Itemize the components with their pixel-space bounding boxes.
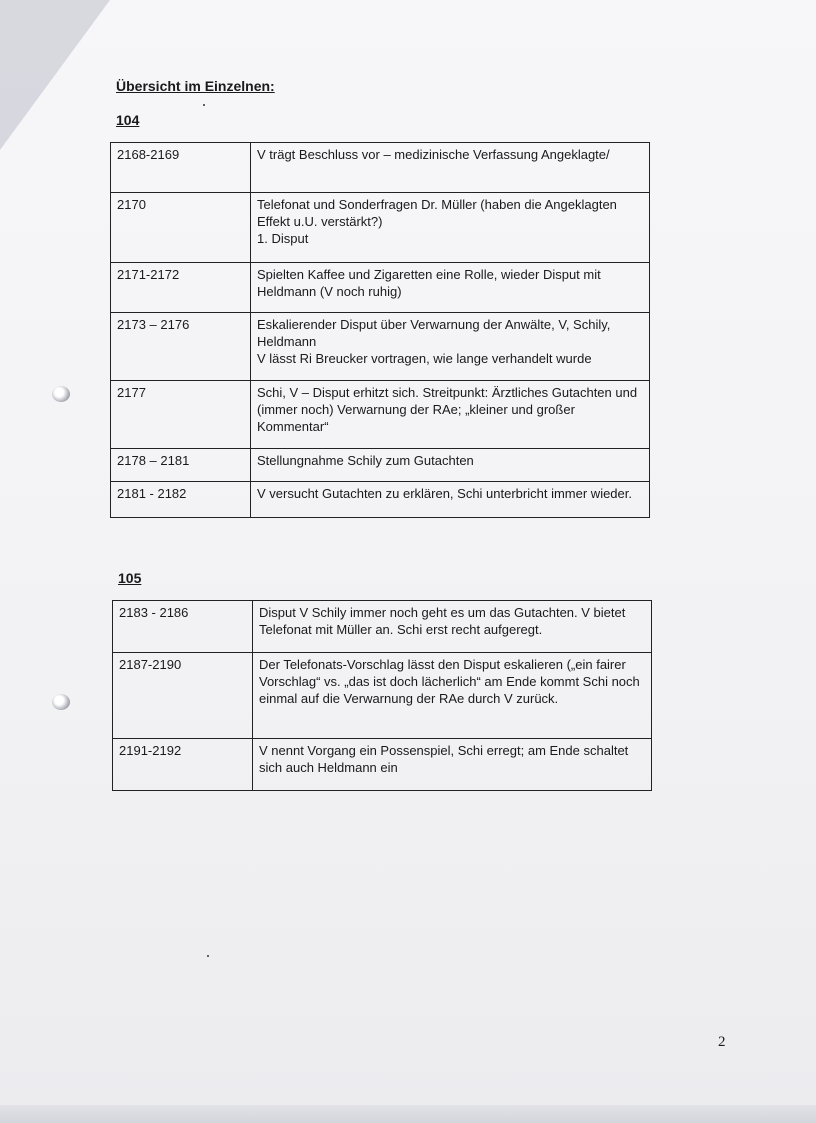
summary-cell: Schi, V – Disput erhitzt sich. Streitpunkt: Ärztliches Gutachten und (immer noch) Verwarnung der RAe; „kleiner und großer Kommentar“ [251, 381, 650, 449]
page-range-cell: 2171-2172 [111, 263, 251, 313]
page-range-cell: 2177 [111, 381, 251, 449]
summary-cell [251, 193, 650, 263]
scan-speck [203, 104, 205, 106]
page-range-cell: 2170 [111, 193, 251, 263]
page-range-cell: 2181 - 2182 [111, 482, 251, 518]
table-row [111, 449, 650, 482]
page-range-cell: 2178 – 2181 [111, 449, 251, 482]
summary-line: Eskalierender Disput über Verwarnung der Anwälte, V, Schily, Heldmann [257, 317, 611, 349]
page-range-cell: 2191-2192 [113, 739, 253, 791]
summary-cell: Spielten Kaffee und Zigaretten eine Rolle, wieder Disput mit Heldmann (V noch ruhig) [251, 263, 650, 313]
punch-hole-icon [52, 694, 70, 710]
page-range-cell: 2187-2190 [113, 653, 253, 739]
protocol-table-104 [110, 142, 650, 518]
summary-line: Telefonat und Sonderfragen Dr. Müller (haben die Angeklagten Effekt u.U. verstärkt?) [257, 197, 617, 229]
page-range-cell: 2168-2169 [111, 143, 251, 193]
summary-line: V lässt Ri Breucker vortragen, wie lange verhandelt wurde [257, 351, 592, 366]
table-row [111, 313, 650, 381]
summary-cell: Disput V Schily immer noch geht es um das Gutachten. V bietet Telefonat mit Müller an. Schi erst recht aufgeregt. [253, 601, 652, 653]
page-range-cell: 2173 – 2176 [111, 313, 251, 381]
page-range-cell: 2183 - 2186 [113, 601, 253, 653]
folded-corner [0, 0, 110, 150]
section-label-105: 105 [118, 570, 142, 586]
table-row [111, 193, 650, 263]
section-label-104: 104 [116, 112, 140, 128]
table-row [113, 739, 652, 791]
summary-line: 1. Disput [257, 231, 309, 246]
page-number: 2 [718, 1034, 726, 1050]
summary-cell: V nennt Vorgang ein Possenspiel, Schi erregt; am Ende schaltet sich auch Heldmann ein [253, 739, 652, 791]
table-row [111, 143, 650, 193]
summary-cell: Der Telefonats-Vorschlag lässt den Disput eskalieren („ein fairer Vorschlag“ vs. „das ist doch lächerlich“ am Ende kommt Schi noch einmal auf die Verwarnung der RAe durch V zurück. [253, 653, 652, 739]
table-row [113, 601, 652, 653]
scan-edge [0, 1105, 816, 1123]
table-row [111, 263, 650, 313]
scan-speck [207, 955, 209, 957]
summary-cell [251, 313, 650, 381]
table-row [113, 653, 652, 739]
summary-cell: V trägt Beschluss vor – medizinische Verfassung Angeklagte/ [251, 143, 650, 193]
summary-cell: V versucht Gutachten zu erklären, Schi unterbricht immer wieder. [251, 482, 650, 518]
table-row [111, 381, 650, 449]
protocol-table-105 [112, 600, 652, 791]
table-row [111, 482, 650, 518]
punch-hole-icon [52, 386, 70, 402]
summary-cell: Stellungnahme Schily zum Gutachten [251, 449, 650, 482]
page-heading: Übersicht im Einzelnen: [116, 78, 275, 94]
